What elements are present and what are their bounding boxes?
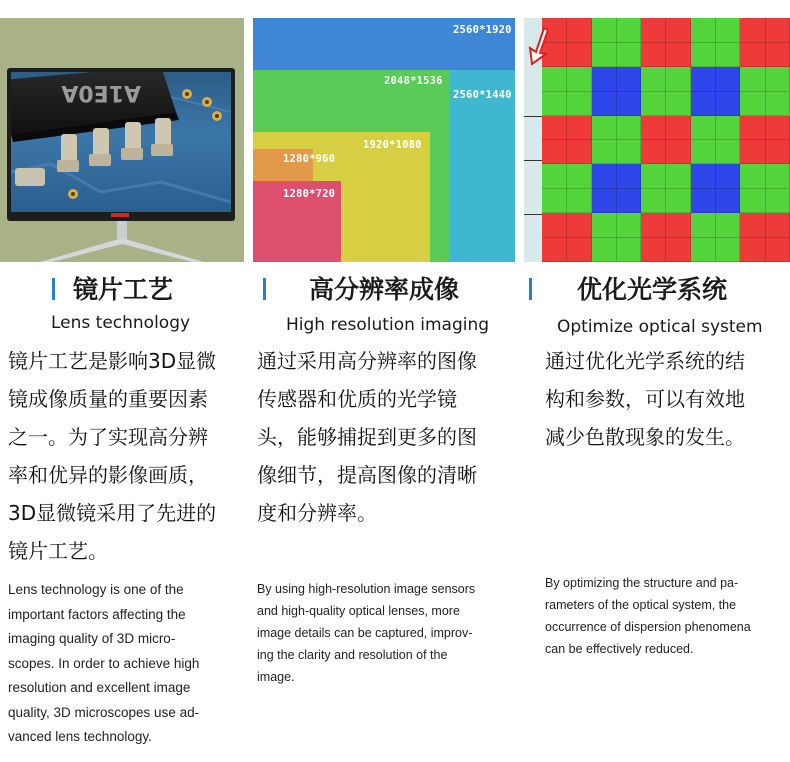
green-pixel [592,116,642,165]
body-cn-line: 镜片工艺。 [8,539,108,563]
green-pixel [691,116,741,165]
bayer-grid [542,18,790,262]
body-en-line: image details can be captured, improv- [257,626,473,640]
red-pixel [740,18,790,67]
section-body-en [545,572,751,660]
chip-marking: A1E0A [61,80,141,105]
body-cn-line: 镜成像质量的重要因素 [8,387,208,411]
body-en-line: By using high-resolution image sensors [257,582,476,596]
body-cn-line: 头，能够捕捉到更多的图 [257,425,477,449]
green-pixel [542,164,592,213]
red-pixel [740,116,790,165]
body-en-line: occurrence of dispersion phenomena [545,620,751,634]
body-en-line: scopes. In order to achieve high [8,655,200,671]
section-subtitle: Lens technology [51,313,191,333]
section-subtitle: High resolution imaging [286,315,490,335]
green-pixel [641,164,691,213]
body-en-line: and high-quality optical lenses, more [257,604,460,618]
color-filter-array-image [524,18,790,262]
body-en-line: imaging quality of 3D micro- [8,631,176,646]
monitor-screen [11,72,231,212]
axis-tick [524,116,542,117]
axis-tick [524,214,542,215]
green-pixel [592,18,642,67]
body-cn-line: 通过优化光学系统的结 [545,349,745,373]
blue-pixel [592,67,642,116]
label-2560x1440: 2560*1440 [453,89,512,101]
green-pixel [691,18,741,67]
red-pixel [740,213,790,262]
resolution-comparison-image [253,18,515,262]
section-body-cn [545,342,745,456]
section-accent-bar [263,278,266,300]
section-accent-bar [529,278,532,300]
label-2048x1536: 2048*1536 [384,75,443,87]
body-en-line: ing the clarity and resolution of the [257,648,448,662]
body-en-line: quality, 3D microscopes use ad- [8,704,200,720]
body-cn-line: 度和分辨率。 [257,501,377,525]
green-pixel [592,213,642,262]
green-pixel [740,67,790,116]
section-lens-technology [8,270,238,744]
body-en-line: Lens technology is one of the [8,582,184,597]
section-body-cn [257,342,477,532]
red-arrow-icon [526,26,550,66]
red-pixel [641,213,691,262]
section-body-cn [8,342,216,570]
body-en-line: image. [257,670,295,684]
body-cn-line: 构和参数，可以有效地 [545,387,745,411]
body-cn-line: 3D显微镜采用了先进的 [8,501,217,525]
section-high-resolution-imaging [257,270,517,684]
monitor-stand-base [40,238,204,262]
chip-illustration [11,72,231,212]
section-title: 镜片工艺 [73,275,174,304]
section-body-en [257,578,475,688]
blue-pixel [691,67,741,116]
section-subtitle: Optimize optical system [557,317,763,337]
body-en-line: By optimizing the structure and pa- [545,576,739,590]
section-body-en [8,578,199,750]
monitor-image [0,18,244,262]
blue-pixel [592,164,642,213]
section-title: 优化光学系统 [577,275,728,304]
green-pixel [542,67,592,116]
body-cn-line: 率和优异的影像画质， [8,463,208,487]
body-cn-line: 像细节，提高图像的清晰 [257,463,477,487]
body-cn-line: 通过采用高分辨率的图像 [257,349,477,373]
axis-tick [524,160,542,161]
monitor-logo [111,213,129,217]
body-en-line: important factors affecting the [8,606,186,622]
body-en-line: rameters of the optical system, the [545,598,737,612]
body-cn-line: 减少色散现象的发生。 [545,425,745,449]
section-optimize-optical-system [545,270,781,656]
red-pixel [542,116,592,165]
body-en-line: vanced lens technology. [8,729,152,744]
green-pixel [691,213,741,262]
green-pixel [641,67,691,116]
blue-pixel [691,164,741,213]
body-en-line: can be effectively reduced. [545,642,694,656]
label-1280x720: 1280*720 [283,188,336,200]
section-accent-bar [52,278,55,300]
green-pixel [740,164,790,213]
body-cn-line: 传感器和优质的光学镜 [257,387,457,411]
red-pixel [542,213,592,262]
body-cn-line: 之一。为了实现高分辨 [8,425,208,449]
label-2560x1920: 2560*1920 [453,24,512,36]
label-1280x960: 1280*960 [283,153,336,165]
monitor-frame [7,68,235,221]
red-pixel [641,116,691,165]
monitor-stand-neck [117,221,127,239]
label-1920x1080: 1920*1080 [363,139,422,151]
body-cn-line: 镜片工艺是影响3D显微 [8,349,217,373]
red-pixel [641,18,691,67]
body-en-line: resolution and excellent image [8,680,191,695]
section-title: 高分辨率成像 [309,275,460,304]
